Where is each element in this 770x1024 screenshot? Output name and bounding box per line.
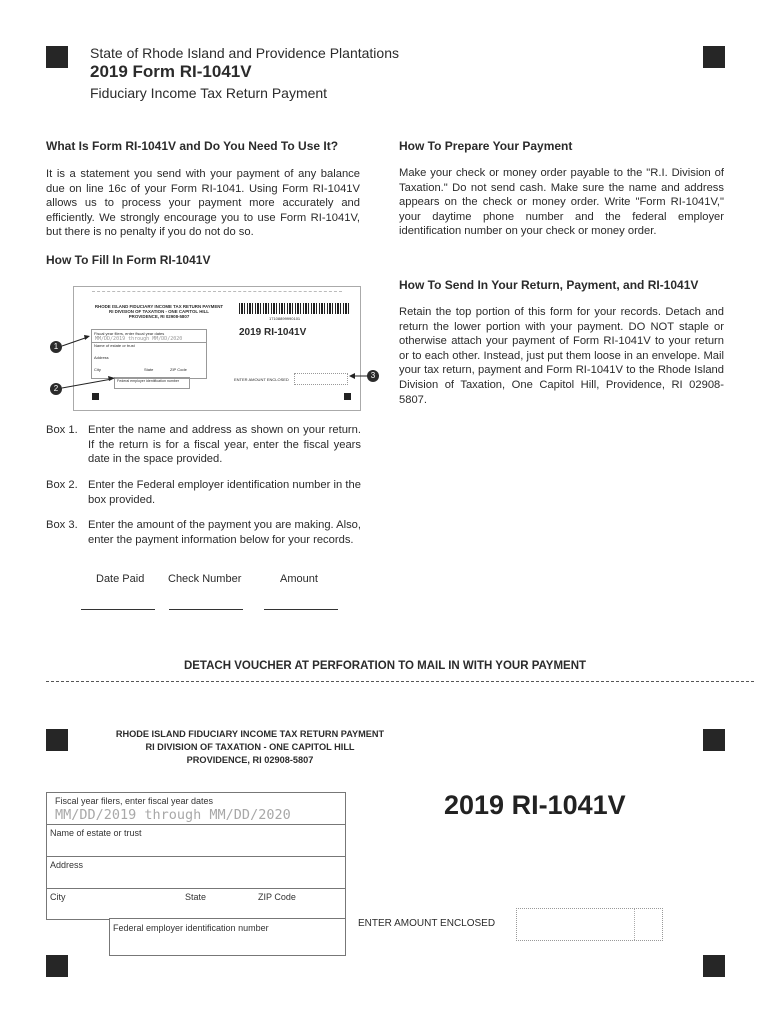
illustration-fiscal-placeholder: MM/DD/2019 through MM/DD/2020 — [95, 336, 183, 342]
send-heading: How To Send In Your Return, Payment, and RI-1041V — [399, 278, 699, 292]
amount-enclosed-field[interactable] — [516, 908, 663, 941]
prepare-paragraph: Make your check or money order payable to the "R.I. Division of Taxation." Do not send cash. Make sure the name and address appears on the check or money order. Write "Form RI-1041V," your daytime phone number and the federal employer identification number on your check or money order. — [399, 167, 724, 238]
zip-label: ZIP Code — [258, 892, 296, 902]
box-2-label: Box 2. — [46, 479, 78, 491]
amount-line[interactable] — [264, 609, 338, 610]
callout-1: 1 — [50, 341, 62, 353]
voucher-header-line-1: RHODE ISLAND FIDUCIARY INCOME TAX RETURN PAYMENT — [115, 729, 385, 739]
fein-label: Federal employer identification number — [113, 923, 269, 933]
illustration-header-line-3: PROVIDENCE, RI 02908-5807 — [128, 314, 190, 319]
check-number-line[interactable] — [169, 609, 243, 610]
amount-label: Amount — [280, 573, 318, 585]
estate-name-field[interactable] — [46, 824, 346, 858]
state-label: State — [185, 892, 207, 902]
date-paid-label: Date Paid — [96, 573, 145, 585]
fiscal-year-field[interactable] — [46, 792, 346, 826]
box-2-instruction — [46, 478, 361, 508]
illustration-state-label: State — [144, 367, 154, 372]
fiscal-year-placeholder: MM/DD/2019 through MM/DD/2020 — [55, 807, 291, 823]
estate-name-label: Name of estate or trust — [50, 828, 142, 838]
registration-mark-bottom-left — [46, 955, 68, 977]
illustration-name-label: Name of estate or trust — [94, 343, 135, 348]
callout-3: 3 — [367, 370, 379, 382]
check-number-label: Check Number — [168, 573, 242, 585]
box-3-text: Enter the amount of the payment you are making. Also, enter the payment information below for your records. — [88, 519, 362, 546]
what-paragraph: It is a statement you send with your payment of any balance due on line 16c of your Form RI-1041. Using Form RI-1041V allows us to process your payment more accurately and efficiently. We strongly encourage you to use Form RI-1041V, but there is no penalty if you do not do so. — [46, 168, 360, 239]
illustration-zip-label: ZIP Code — [170, 367, 187, 372]
fiscal-year-label: Fiscal year filers, enter fiscal year dates — [55, 796, 214, 806]
illustration-address-label: Address — [94, 355, 109, 360]
box-3-label: Box 3. — [46, 519, 78, 531]
barcode-number: 17108899990101 — [269, 316, 301, 321]
what-heading: What Is Form RI-1041V and Do You Need To Use It? — [46, 139, 339, 153]
amount-enclosed-label: ENTER AMOUNT ENCLOSED — [358, 918, 496, 929]
fein-field[interactable] — [109, 918, 346, 956]
perforation-line — [46, 681, 754, 682]
illustration-form-title: 2019 RI-1041V — [239, 327, 307, 338]
box-3-instruction — [46, 518, 361, 563]
callout-2: 2 — [50, 383, 62, 395]
voucher-header-line-3: PROVIDENCE, RI 02908-5807 — [186, 755, 314, 765]
box-1-label: Box 1. — [46, 424, 78, 436]
page-subtitle: Fiduciary Income Tax Return Payment — [90, 85, 328, 101]
voucher-form-title: 2019 RI-1041V — [444, 790, 626, 820]
city-label: City — [50, 892, 66, 902]
page-title: 2019 Form RI-1041V — [90, 62, 252, 81]
cents-divider — [634, 909, 635, 940]
state-name: State of Rhode Island and Providence Plantations — [90, 45, 399, 61]
illustration-city-label: City — [94, 367, 101, 372]
registration-mark-voucher-top-right — [703, 729, 725, 751]
date-paid-line[interactable] — [81, 609, 155, 610]
illustration-header-line-2: RI DIVISION OF TAXATION - ONE CAPITOL HILL — [109, 309, 209, 314]
prepare-heading: How To Prepare Your Payment — [399, 139, 573, 153]
illustration-fein-label: Federal employer identification number — [117, 379, 180, 383]
city-state-zip-field[interactable] — [46, 888, 346, 920]
voucher-header-line-2: RI DIVISION OF TAXATION - ONE CAPITOL HILL — [145, 742, 355, 752]
box-1-text: Enter the name and address as shown on your return. If the return is for a fiscal year, enter the fiscal years date in the space provided. — [88, 424, 361, 466]
box-1-instruction — [46, 423, 361, 468]
send-paragraph: Retain the top portion of this form for your records. Detach and return the lower portion with your payment. DO NOT staple or otherwise attach your payment of Form RI-1041V to your return or to each other. Instead, just put them loose in an envelope. Mail your tax return, payment and Form RI-1041V to the Rhode Island Division of Taxation, One Capitol Hill, Providence, RI 02908-5807. — [399, 306, 724, 406]
detach-instruction: DETACH VOUCHER AT PERFORATION TO MAIL IN WITH YOUR PAYMENT — [183, 660, 587, 672]
box-2-text: Enter the Federal employer identification number in the box provided. — [88, 479, 361, 506]
fill-heading: How To Fill In Form RI-1041V — [46, 253, 211, 267]
registration-mark-bottom-right — [703, 955, 725, 977]
address-field[interactable] — [46, 856, 346, 890]
illustration-fiscal-label: Fiscal year filers, enter fiscal year dates — [94, 331, 165, 336]
illustration-amount-label: ENTER AMOUNT ENCLOSED — [234, 377, 289, 382]
illustration-header-line-1: RHODE ISLAND FIDUCIARY INCOME TAX RETURN PAYMENT — [94, 304, 224, 309]
address-label: Address — [50, 860, 84, 870]
